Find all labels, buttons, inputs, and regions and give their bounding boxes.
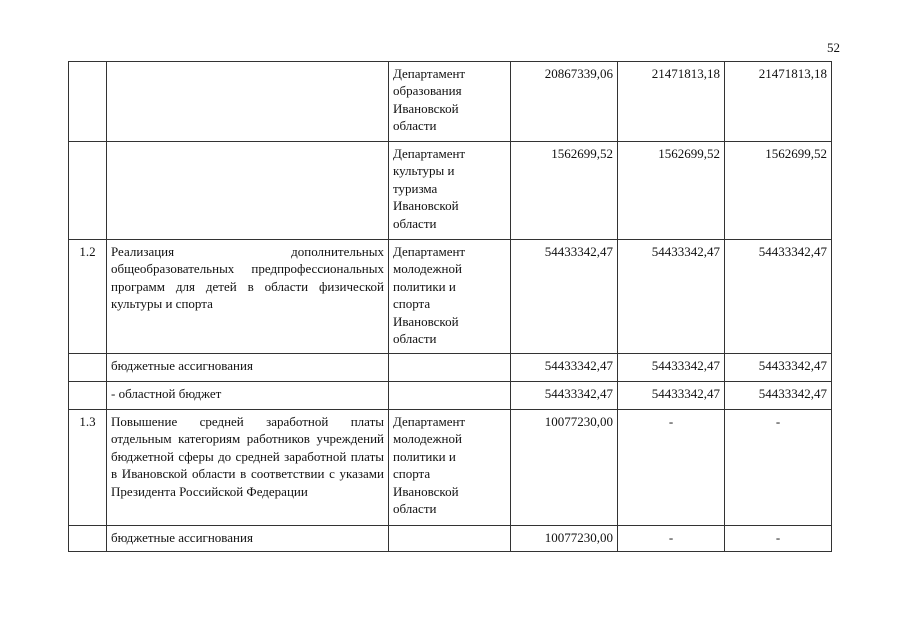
row-value-year2: 21471813,18 [618, 62, 725, 142]
department-line: области [393, 215, 437, 231]
table-row [69, 526, 832, 552]
page-number: 52 [827, 40, 840, 55]
department-line: спорта [393, 466, 431, 482]
row-value-year2: 54433342,47 [618, 382, 725, 410]
row-number [69, 526, 107, 552]
department-line: Департамент [393, 414, 466, 429]
row-number [69, 382, 107, 410]
table-row [69, 382, 832, 410]
row-number [69, 354, 107, 382]
department-line: Ивановской [393, 313, 459, 329]
table-row [69, 354, 832, 382]
department-line: Ивановской [393, 198, 459, 214]
department-line: Ивановской [393, 100, 459, 116]
department-line: образования [393, 83, 462, 99]
row-value-year1: 54433342,47 [511, 240, 618, 354]
row-number [69, 142, 107, 240]
department-line: политики и [393, 278, 456, 294]
row-description [107, 62, 389, 142]
row-value-year3: 21471813,18 [725, 62, 832, 142]
row-value-year3: - [725, 410, 832, 526]
row-value-year1: 20867339,06 [511, 62, 618, 142]
row-value-year2: - [618, 526, 725, 552]
department-line: спорта [393, 296, 431, 312]
row-value-year2: 54433342,47 [618, 240, 725, 354]
row-value-year3: 54433342,47 [725, 240, 832, 354]
row-number [69, 62, 107, 142]
row-department [389, 62, 511, 142]
table-row [69, 142, 832, 240]
department-line: области [393, 118, 437, 134]
row-department [389, 142, 511, 240]
row-description: - областной бюджет [107, 382, 389, 410]
row-value-year2: - [618, 410, 725, 526]
row-value-year2: 54433342,47 [618, 354, 725, 382]
department-line: культуры и [393, 163, 455, 179]
row-value-year3: 54433342,47 [725, 382, 832, 410]
department-line: туризма [393, 180, 438, 196]
table-row [69, 410, 832, 526]
row-value-year3: 54433342,47 [725, 354, 832, 382]
row-value-year1: 10077230,00 [511, 410, 618, 526]
department-line: области [393, 331, 437, 347]
row-department [389, 382, 511, 410]
row-department [389, 240, 511, 354]
row-description: бюджетные ассигнования [107, 526, 389, 552]
table-body [69, 62, 832, 552]
department-line: политики и [393, 448, 456, 464]
row-number: 1.2 [69, 240, 107, 354]
table-row [69, 240, 832, 354]
row-value-year3: - [725, 526, 832, 552]
row-description [107, 142, 389, 240]
department-line: области [393, 501, 437, 517]
row-department [389, 410, 511, 526]
department-line: Ивановской [393, 483, 459, 499]
row-description: Повышение средней заработной платы отдельным категориям работников учреждений бюджетной сферы до средней заработной платы в Ивановской области в соответствии с указами Президента Российской Федерации [107, 410, 389, 526]
row-value-year2: 1562699,52 [618, 142, 725, 240]
row-value-year1: 1562699,52 [511, 142, 618, 240]
department-line: молодежной [393, 431, 462, 447]
department-line: молодежной [393, 261, 462, 277]
row-description: бюджетные ассигнования [107, 354, 389, 382]
row-value-year1: 54433342,47 [511, 354, 618, 382]
row-value-year1: 54433342,47 [511, 382, 618, 410]
row-number: 1.3 [69, 410, 107, 526]
table-row [69, 62, 832, 142]
department-line: Департамент [393, 66, 466, 81]
budget-table [68, 61, 832, 552]
row-department [389, 354, 511, 382]
row-value-year3: 1562699,52 [725, 142, 832, 240]
row-value-year1: 10077230,00 [511, 526, 618, 552]
department-line: Департамент [393, 146, 466, 161]
row-description: Реализация дополнительных общеобразовательных предпрофессиональных программ для детей в области физической культуры и спорта [107, 240, 389, 354]
department-line: Департамент [393, 244, 466, 259]
row-department [389, 526, 511, 552]
